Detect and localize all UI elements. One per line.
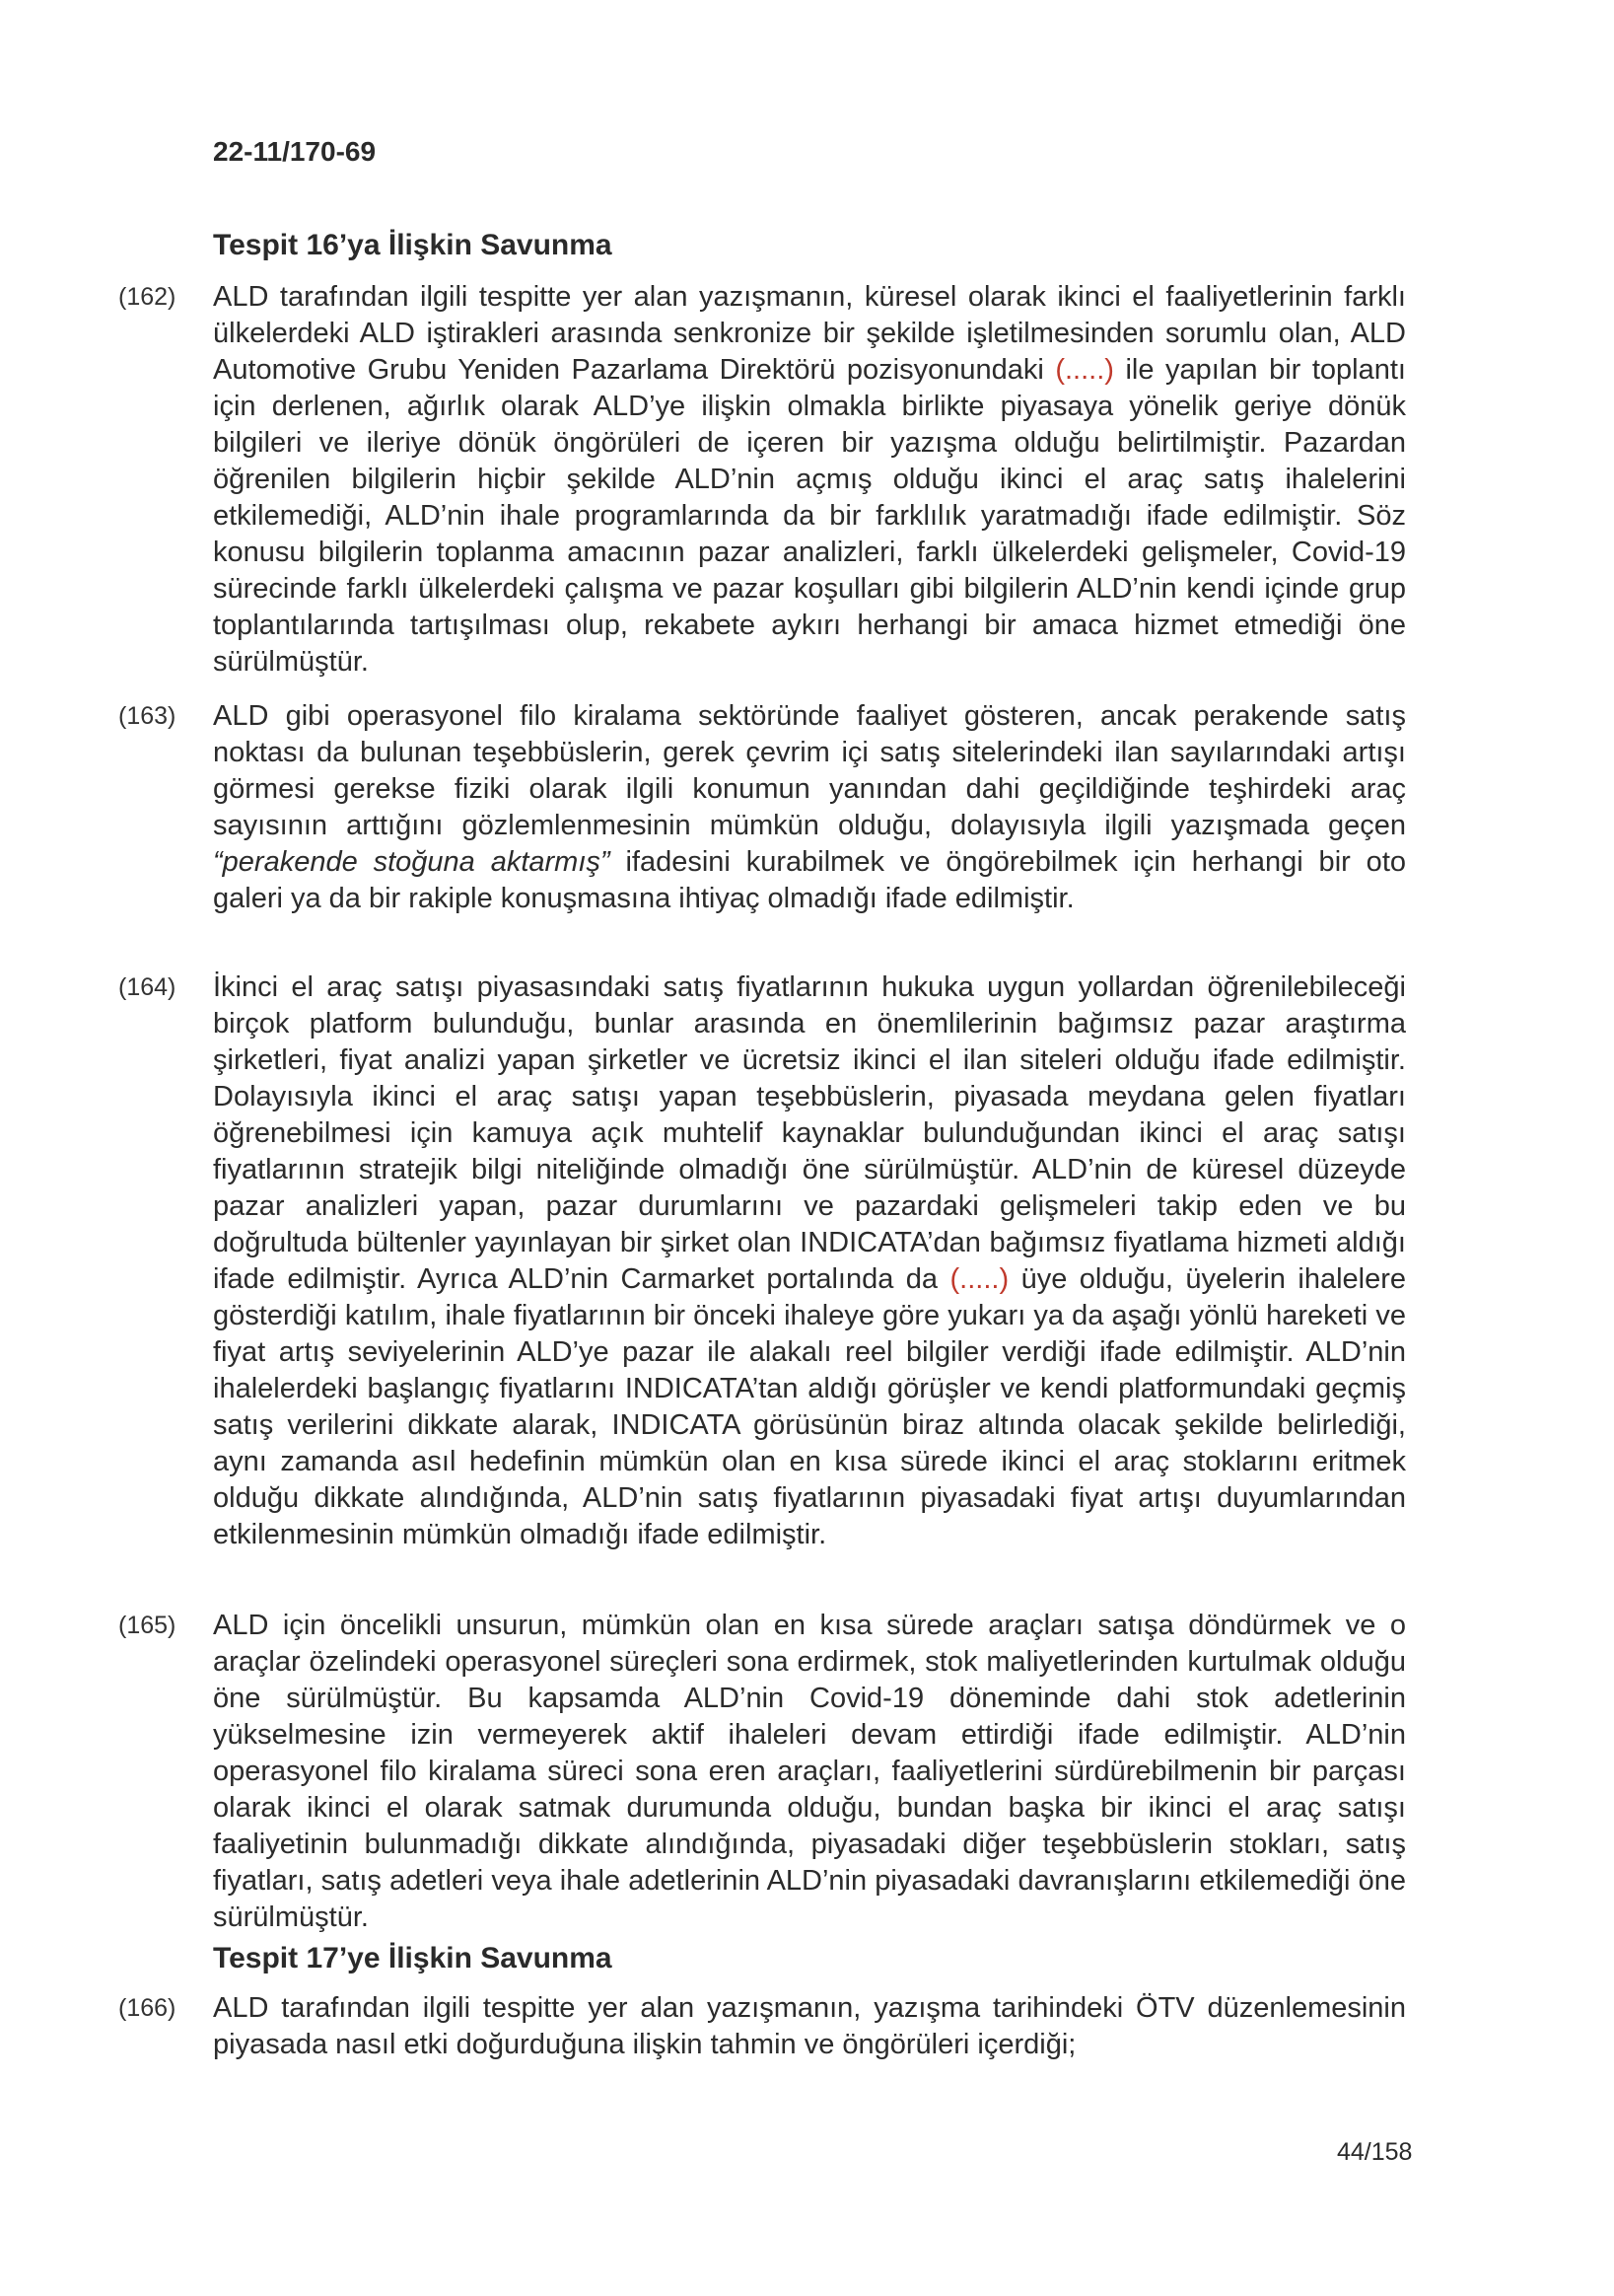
paragraph-166 bbox=[213, 1990, 1406, 2063]
text-segment: İkinci el araç satışı piyasasındaki satış fiyatlarının hukuka uygun yollardan öğrenilebileceği birçok platform bulunduğu, bunlar arasında en önemlilerinin bağımsız pazar araştırma şirketleri, fiyat analizi yapan şirketler ve ücretsiz ikinci el ilan siteleri olduğu ifade edilmiştir. Dolayısıyla ikinci el araç satışı yapan teşebbüslerin, piyasada meydana gelen fiyatları öğrenebilmesi için kamuya açık muhtelif kaynaklar bulunduğundan ikinci el araç satışı fiyatlarının stratejik bilgi niteliğinde olmadığı öne sürülmüştür. ALD’nin de küresel düzeyde pazar analizleri yapan, pazar durumlarını ve pazardaki gelişmeleri takip eden ve bu doğrultuda bültenler yayınlayan bir şirket olan INDICATA’dan bağımsız fiyatlama hizmeti aldığı ifade edilmiştir. Ayrıca ALD’nin Carmarket portalında da bbox=[213, 971, 1406, 1295]
section-heading-tespit-16: Tespit 16’ya İlişkin Savunma bbox=[213, 229, 612, 261]
section-heading-tespit-17: Tespit 17’ye İlişkin Savunma bbox=[213, 1942, 612, 1974]
text-segment: ALD gibi operasyonel filo kiralama sektöründe faaliyet gösteren, ancak perakende satış noktası da bulunan teşebbüslerin, gerek çevrim içi satış sitelerindeki ilan sayılarındaki artışı görmesi gerekse fiziki olarak ilgili konumun yanından dahi geçildiğinde teşhirdeki araç sayısının arttığını gözlemlenmesinin mümkün olduğu, dolayısıyla ilgili yazışmada geçen bbox=[213, 700, 1406, 841]
text-segment: ALD tarafından ilgili tespitte yer alan yazışmanın, yazışma tarihindeki ÖTV düzenlemesinin piyasada nasıl etki doğurduğuna ilişkin tahmin ve öngörüleri içerdiği; bbox=[213, 1992, 1406, 2060]
text-segment: ile yapılan bir toplantı için derlenen, ağırlık olarak ALD’ye ilişkin olmakla birlikte piyasaya yönelik geriye dönük bilgileri ve ileriye dönük öngörüleri de içeren bir yazışma olduğu belirtilmiştir. Pazardan öğrenilen bilgilerin hiçbir şekilde ALD’nin açmış olduğu ikinci el araç satış ihalelerini etkilemediği, ALD’nin ihale programlarında da bir farklılık yaratmadığı ifade edilmiştir. Söz konusu bilgilerin toplanma amacının pazar analizleri, farklı ülkelerdeki gelişmeler, Covid-19 sürecinde farklı ülkelerdeki çalışma ve pazar koşulları gibi bilgilerin ALD’nin kendi içinde grup toplantılarında tartışılması olup, rekabete aykırı herhangi bir amaca hizmet etmediği öne sürülmüştür. bbox=[213, 354, 1406, 678]
paragraph-164 bbox=[213, 969, 1406, 1553]
quoted-phrase: “perakende stoğuna aktarmış” bbox=[213, 846, 610, 878]
paragraph-number: (162) bbox=[118, 283, 176, 311]
paragraph-number: (163) bbox=[118, 702, 176, 730]
text-segment: ifadesini kurabilmek ve öngörebilmek için herhangi bir oto galeri ya da bir rakiple konuşmasına ihtiyaç olmadığı ifade edilmiştir. bbox=[213, 846, 1407, 914]
document-number: 22-11/170-69 bbox=[213, 136, 377, 167]
paragraph-number: (166) bbox=[118, 1994, 176, 2022]
text-segment: ALD için öncelikli unsurun, mümkün olan en kısa sürede araçları satışa döndürmek ve o araçlar özelindeki operasyonel süreçleri sona erdirmek, stok maliyetlerinden kurtulmak olduğu öne sürülmüştür. Bu kapsamda ALD’nin Covid-19 döneminde dahi stok adetlerinin yükselmesine izin vermeyerek aktif ihaleleri devam ettirdiği ifade edilmiştir. ALD’nin operasyonel filo kiralama süreci sona eren araçları, faaliyetlerini sürdürebilmenin bir parçası olarak ikinci el olarak satmak durumunda olduğu, bundan başka bir ikinci el araç satışı faaliyetinin bulunmadığı dikkate alındığında, piyasadaki diğer teşebbüslerin stokları, satış fiyatları, satış adetleri veya ihale adetlerinin ALD’nin piyasadaki davranışlarını etkilemediği öne sürülmüştür. bbox=[213, 1610, 1406, 1933]
paragraph-165 bbox=[213, 1608, 1406, 1936]
paragraph-163 bbox=[213, 698, 1406, 917]
text-segment: üye olduğu, üyelerin ihalelere gösterdiği katılım, ihale fiyatlarının bir önceki ihaleye göre yukarı ya da aşağı yönlü hareketi ve fiyat artış seviyelerinin ALD’ye pazar ile alakalı reel bilgiler verdiği ifade edilmiştir. ALD’nin ihalelerdeki başlangıç fiyatlarını INDICATA’tan aldığı görüşler ve kendi platformundaki geçmiş satış verilerini dikkate alarak, INDICATA görüsünün biraz altında olacak şekilde belirlediği, aynı zamanda asıl hedefinin mümkün olan en kısa sürede ikinci el araç stoklarını eritmek olduğu dikkate alındığında, ALD’nin satış fiyatlarının piyasadaki fiyat artışı duyumlarından etkilenmesinin mümkün olmadığı ifade edilmiştir. bbox=[213, 1263, 1407, 1550]
paragraph-number: (164) bbox=[118, 973, 176, 1001]
page-number: 44/158 bbox=[1337, 2138, 1413, 2166]
text-segment: ALD tarafından ilgili tespitte yer alan yazışmanın, küresel olarak ikinci el faaliyetlerinin farklı ülkelerdeki ALD iştirakleri arasında senkronize bir şekilde işletilmesinden sorumlu olan, ALD Automotive Grubu Yeniden Pazarlama Direktörü pozisyonundaki bbox=[213, 281, 1406, 386]
redaction-mark: (.....) bbox=[949, 1263, 1010, 1295]
redaction-mark: (.....) bbox=[1055, 354, 1114, 386]
paragraph-162 bbox=[213, 279, 1406, 681]
paragraph-number: (165) bbox=[118, 1612, 176, 1639]
